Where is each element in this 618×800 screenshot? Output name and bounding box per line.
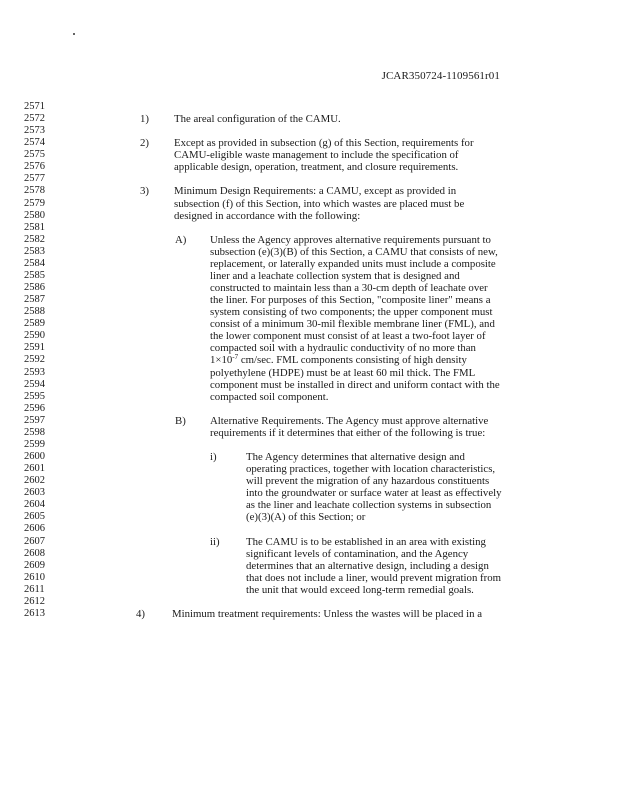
item-text-line: CAMU-eligible waste management to include the specification of <box>174 149 459 162</box>
item-text-line: compacted soil with a hydraulic conductivity of no more than <box>210 342 476 355</box>
item-text-line: the unit that would exceed long-term remedial goals. <box>246 583 474 596</box>
line-number: 2605 <box>24 511 45 523</box>
line-number: 2595 <box>24 390 45 402</box>
line-number: 2609 <box>24 559 45 571</box>
line-number: 2596 <box>24 402 45 414</box>
item-text-line: Except as provided in subsection (g) of this Section, requirements for <box>174 137 474 150</box>
line-number: 2600 <box>24 451 45 463</box>
item-text-line: polyethylene (HDPE) must be at least 60 mil thick. The FML <box>210 366 476 379</box>
line-number: 2591 <box>24 342 45 354</box>
item-marker: B) <box>175 414 186 427</box>
item-text-line <box>210 354 467 366</box>
item-marker: 3) <box>140 185 149 198</box>
item-text-line: The CAMU is to be established in an area with existing <box>246 535 486 548</box>
line-number: 2589 <box>24 318 45 330</box>
line-number: 2592 <box>24 354 45 366</box>
item-text-line: (e)(3)(A) of this Section; or <box>246 511 366 524</box>
item-text-line: The Agency determines that alternative design and <box>246 451 465 464</box>
item-text-line: designed in accordance with the following: <box>174 209 361 222</box>
item-marker: i) <box>210 451 217 464</box>
line-number: 2579 <box>24 197 45 209</box>
line-number: 2578 <box>24 185 45 197</box>
item-marker: 2) <box>140 137 149 150</box>
line-number: 2598 <box>24 426 45 438</box>
item-marker: 1) <box>140 113 149 126</box>
item-marker: ii) <box>210 535 220 548</box>
item-text-line: system consisting of two components; the upper component must <box>210 306 493 319</box>
item-text-line: subsection (e)(3)(B) of this Section, a CAMU that consists of new, <box>210 245 498 258</box>
item-text-line: Minimum treatment requirements: Unless the wastes will be placed in a <box>172 607 483 620</box>
conductivity-exponent: -7 <box>232 353 239 362</box>
line-number: 2582 <box>24 233 45 245</box>
item-marker: 4) <box>136 607 145 620</box>
item-text-line: as the liner and leachate collection systems in subsection <box>246 499 492 512</box>
line-number: 2594 <box>24 378 45 390</box>
item-text-line: liner and a leachate collection system that is designed and <box>210 269 460 282</box>
line-number: 2606 <box>24 523 45 535</box>
item-text-line: applicable design, operation, treatment, and closure requirements. <box>174 161 459 174</box>
line-number: 2603 <box>24 487 45 499</box>
document-id: JCAR350724-1109561r01 <box>381 70 500 82</box>
item-text-line: determines that an alternative design, including a design <box>246 559 489 572</box>
item-text-line: Alternative Requirements. The Agency must approve alternative <box>210 414 489 427</box>
line-number: 2587 <box>24 294 45 306</box>
line-number: 2610 <box>24 571 45 583</box>
item-text-line: into the groundwater or surface water at least as effectively <box>246 487 502 500</box>
item-text-line: Unless the Agency approves alternative requirements pursuant to <box>210 233 491 246</box>
line-number: 2608 <box>24 547 45 559</box>
item-text-line: will prevent the migration of any hazardous constituents <box>246 475 490 488</box>
line-number: 2590 <box>24 330 45 342</box>
scan-speck <box>73 33 75 35</box>
item-text-line: The areal configuration of the CAMU. <box>174 113 341 126</box>
line-number: 2599 <box>24 438 45 450</box>
line-number: 2597 <box>24 414 45 426</box>
line-number: 2604 <box>24 499 45 511</box>
line-number: 2571 <box>24 101 45 112</box>
line-number: 2572 <box>24 113 45 125</box>
conductivity-text: cm/sec. FML components consisting of high density <box>240 354 467 367</box>
item-text-line: component must be installed in direct and uniform contact with the <box>210 378 500 391</box>
line-number: 2601 <box>24 463 45 475</box>
line-number: 2607 <box>24 535 45 547</box>
item-text-line: consist of a minimum 30-mil flexible membrane liner (FML), and <box>210 318 495 331</box>
item-text-line: the liner. For purposes of this Section, "composite liner" means a <box>210 294 491 307</box>
line-number: 2586 <box>24 282 45 294</box>
item-text-line: constructed to maintain less than a 30-cm depth of leachate over <box>210 282 488 295</box>
item-text-line: replacement, or laterally expanded units must include a composite <box>210 257 496 270</box>
item-text-line: subsection (f) of this Section, into which wastes are placed must be <box>174 197 465 210</box>
item-text-line: that does not include a liner, would prevent migration from <box>246 571 502 584</box>
item-text-line: the lower component must consist of at least a two-foot layer of <box>210 330 486 343</box>
line-number: 2584 <box>24 257 45 269</box>
line-number: 2611 <box>24 583 45 595</box>
line-number: 2593 <box>24 366 45 378</box>
item-text-line: requirements if it determines that either of the following is true: <box>210 426 486 439</box>
line-number: 2577 <box>24 173 45 185</box>
line-number: 2585 <box>24 269 45 281</box>
item-text-line: operating practices, together with location characteristics, <box>246 463 496 476</box>
line-number: 2583 <box>24 245 45 257</box>
line-number: 2575 <box>24 149 45 161</box>
item-text-line: significant levels of contamination, and the Agency <box>246 547 469 560</box>
line-number: 2602 <box>24 475 45 487</box>
item-marker: A) <box>175 233 187 246</box>
conductivity-base: 1×10 <box>210 354 233 367</box>
line-number: 2580 <box>24 209 45 221</box>
line-number: 2576 <box>24 161 45 173</box>
item-text-line: Minimum Design Requirements: a CAMU, except as provided in <box>174 185 457 198</box>
line-number: 2613 <box>24 607 45 619</box>
line-number: 2573 <box>24 125 45 137</box>
line-number: 2612 <box>24 595 45 607</box>
line-number: 2588 <box>24 306 45 318</box>
item-text-line: compacted soil component. <box>210 390 329 403</box>
line-number: 2574 <box>24 137 45 149</box>
line-number: 2581 <box>24 221 45 233</box>
